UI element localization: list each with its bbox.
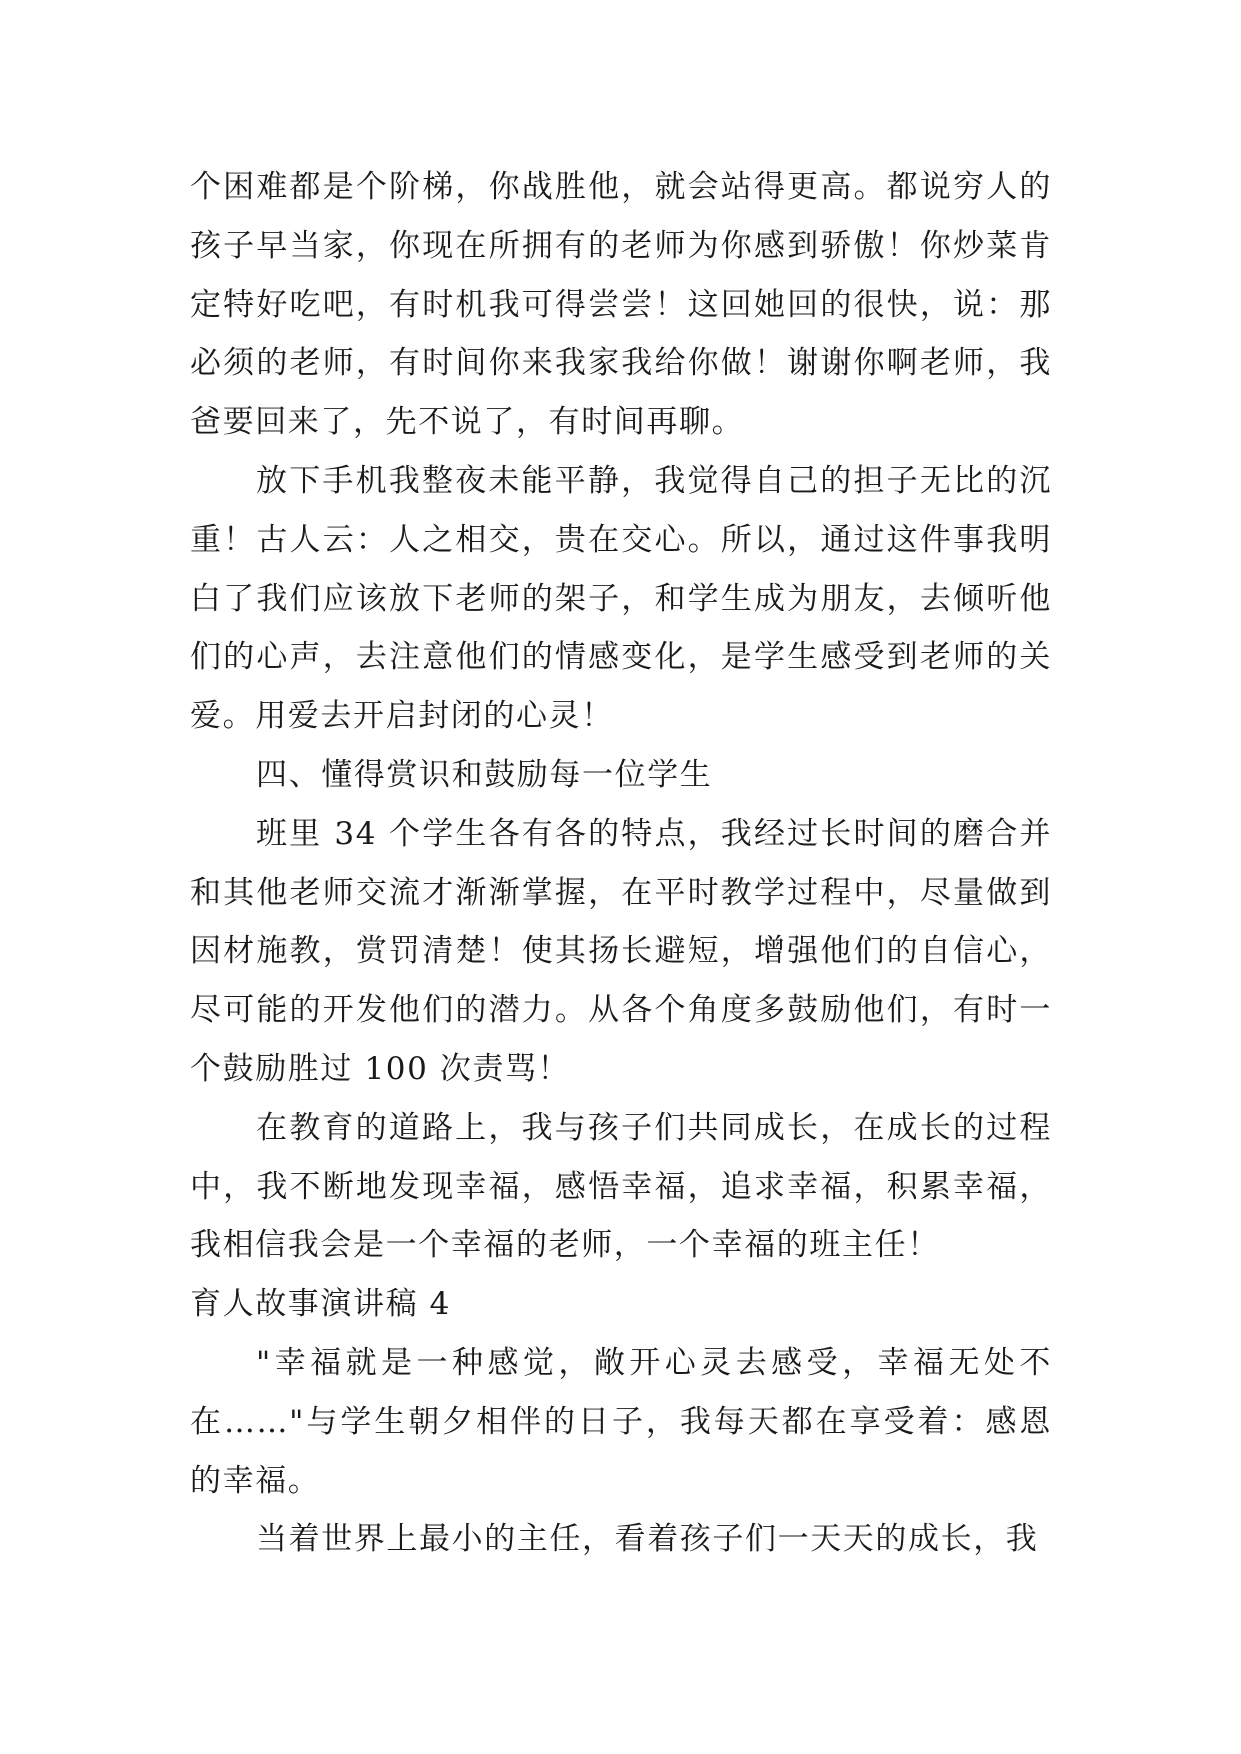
paragraph: 当着世界上最小的主任，看着孩子们一天天的成长，我 xyxy=(256,1521,1039,1558)
section-heading: 育人故事演讲稿 4 xyxy=(190,1286,451,1323)
paragraph: 个困难都是个阶梯，你战胜他，就会站得更高。都说穷人的孩子早当家，你现在所拥有的老师为你感到骄傲！你炒菜肯定特好吃吧，有时机我可得尝尝！这回她回的很快，说：那必须的老师，有时间你来我家我给你做！谢谢你啊老师，我爸要回来了，先不说了，有时间再聊。 xyxy=(190,169,1052,441)
subheading: 四、懂得赏识和鼓励每一位学生 xyxy=(256,756,713,793)
paragraph: 放下手机我整夜未能平静，我觉得自己的担子无比的沉重！古人云：人之相交，贵在交心。所以，通过这件事我明白了我们应该放下老师的架子，和学生成为朋友，去倾听他们的心声，去注意他们的情感变化，是学生感受到老师的关爱。用爱去开启封闭的心灵！ xyxy=(190,462,1052,735)
paragraph: 班里 34 个学生各有各的特点，我经过长时间的磨合并和其他老师交流才渐渐掌握，在平时教学过程中，尽量做到因材施教，赏罚清楚！使其扬长避短，增强他们的自信心，尽可能的开发他们的潜力。从各个角度多鼓励他们，有时一个鼓励胜过 100 次责骂！ xyxy=(190,815,1052,1087)
document-body xyxy=(190,158,1052,1569)
paragraph: 在教育的道路上，我与孩子们共同成长，在成长的过程中，我不断地发现幸福，感悟幸福，追求幸福，积累幸福，我相信我会是一个幸福的老师，一个幸福的班主任！ xyxy=(190,1109,1052,1264)
paragraph: "幸福就是一种感觉，敞开心灵去感受，幸福无处不在……"与学生朝夕相伴的日子，我每天都在享受着：感恩的幸福。 xyxy=(190,1344,1052,1499)
